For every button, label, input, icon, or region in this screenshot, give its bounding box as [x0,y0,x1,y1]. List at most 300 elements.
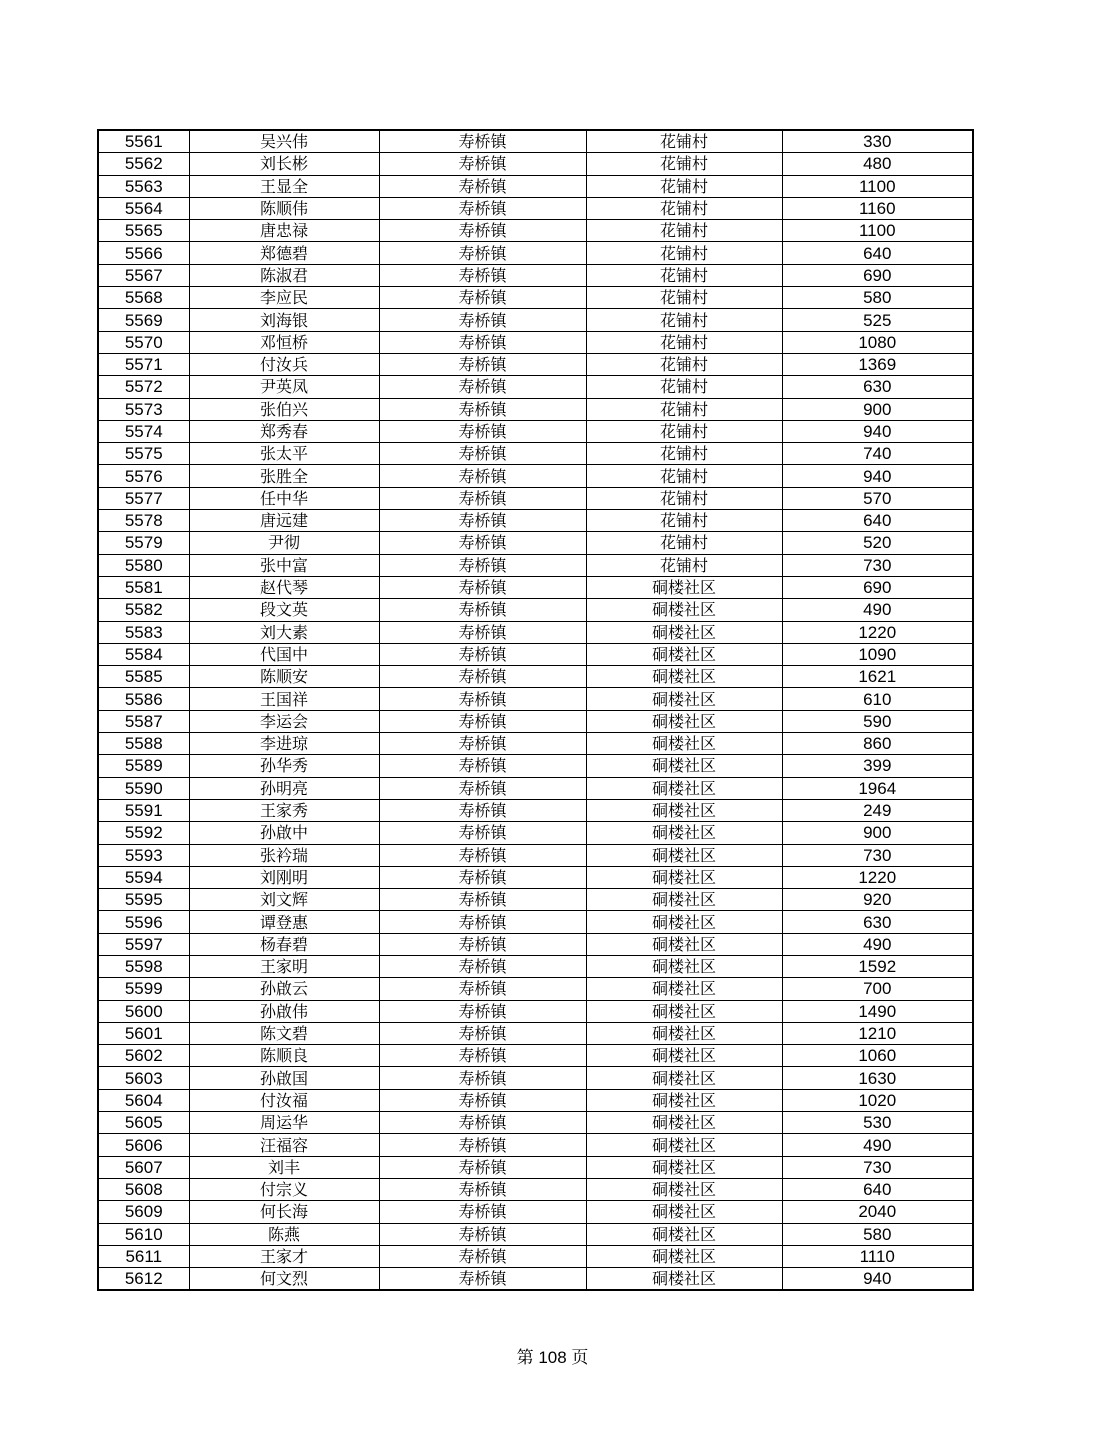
name-cell: 陈顺安 [189,666,379,688]
town-cell: 寿桥镇 [379,1022,586,1044]
town-cell: 寿桥镇 [379,866,586,888]
name-cell: 邓恒桥 [189,331,379,353]
name-cell: 孙啟国 [189,1067,379,1089]
town-cell: 寿桥镇 [379,420,586,442]
village-cell: 花铺村 [586,175,782,197]
row-number-cell: 5594 [98,866,189,888]
amount-cell: 249 [782,799,973,821]
amount-cell: 940 [782,465,973,487]
row-number-cell: 5578 [98,510,189,532]
town-cell: 寿桥镇 [379,710,586,732]
village-cell: 硐楼社区 [586,1089,782,1111]
name-cell: 陈燕 [189,1223,379,1245]
village-cell: 花铺村 [586,510,782,532]
village-cell: 硐楼社区 [586,777,782,799]
amount-cell: 590 [782,710,973,732]
amount-cell: 1160 [782,197,973,219]
town-cell: 寿桥镇 [379,554,586,576]
name-cell: 唐远建 [189,510,379,532]
village-cell: 硐楼社区 [586,889,782,911]
name-cell: 汪福容 [189,1134,379,1156]
table-row [98,844,973,866]
amount-cell: 490 [782,933,973,955]
name-cell: 陈顺伟 [189,197,379,219]
table-row [98,331,973,353]
row-number-cell: 5581 [98,576,189,598]
town-cell: 寿桥镇 [379,309,586,331]
row-number-cell: 5588 [98,733,189,755]
town-cell: 寿桥镇 [379,621,586,643]
row-number-cell: 5595 [98,889,189,911]
name-cell: 陈文碧 [189,1022,379,1044]
village-cell: 硐楼社区 [586,844,782,866]
table-row [98,130,973,153]
name-cell: 李运会 [189,710,379,732]
row-number-cell: 5611 [98,1245,189,1267]
page-label-prefix: 第 [516,1348,534,1368]
row-number-cell: 5589 [98,755,189,777]
village-cell: 花铺村 [586,220,782,242]
village-cell: 硐楼社区 [586,576,782,598]
amount-cell: 490 [782,599,973,621]
town-cell: 寿桥镇 [379,599,586,621]
amount-cell: 920 [782,889,973,911]
town-cell: 寿桥镇 [379,443,586,465]
name-cell: 刘丰 [189,1156,379,1178]
table-row [98,242,973,264]
row-number-cell: 5586 [98,688,189,710]
town-cell: 寿桥镇 [379,955,586,977]
row-number-cell: 5561 [98,130,189,153]
row-number-cell: 5585 [98,666,189,688]
name-cell: 唐忠禄 [189,220,379,242]
village-cell: 硐楼社区 [586,1178,782,1200]
row-number-cell: 5563 [98,175,189,197]
village-cell: 硐楼社区 [586,1245,782,1267]
amount-cell: 730 [782,1156,973,1178]
row-number-cell: 5566 [98,242,189,264]
table-row [98,621,973,643]
table-row [98,1245,973,1267]
amount-cell: 690 [782,576,973,598]
table-row [98,487,973,509]
name-cell: 吴兴伟 [189,130,379,153]
town-cell: 寿桥镇 [379,242,586,264]
table-row [98,733,973,755]
amount-cell: 1080 [782,331,973,353]
village-cell: 花铺村 [586,443,782,465]
town-cell: 寿桥镇 [379,1045,586,1067]
table-row [98,1134,973,1156]
table-row [98,799,973,821]
table-row [98,398,973,420]
table-row [98,1268,973,1291]
town-cell: 寿桥镇 [379,799,586,821]
table-row [98,554,973,576]
town-cell: 寿桥镇 [379,1112,586,1134]
row-number-cell: 5562 [98,153,189,175]
row-number-cell: 5576 [98,465,189,487]
name-cell: 张胜全 [189,465,379,487]
row-number-cell: 5603 [98,1067,189,1089]
name-cell: 郑秀春 [189,420,379,442]
village-cell: 硐楼社区 [586,799,782,821]
row-number-cell: 5598 [98,955,189,977]
town-cell: 寿桥镇 [379,688,586,710]
row-number-cell: 5571 [98,353,189,375]
village-cell: 硐楼社区 [586,666,782,688]
village-cell: 花铺村 [586,487,782,509]
table-row [98,688,973,710]
town-cell: 寿桥镇 [379,1178,586,1200]
amount-cell: 480 [782,153,973,175]
table-row [98,353,973,375]
town-cell: 寿桥镇 [379,755,586,777]
village-cell: 硐楼社区 [586,710,782,732]
town-cell: 寿桥镇 [379,153,586,175]
village-cell: 硐楼社区 [586,1201,782,1223]
town-cell: 寿桥镇 [379,264,586,286]
village-cell: 硐楼社区 [586,1067,782,1089]
town-cell: 寿桥镇 [379,532,586,554]
amount-cell: 1210 [782,1022,973,1044]
village-cell: 花铺村 [586,287,782,309]
name-cell: 刘刚明 [189,866,379,888]
table-row [98,933,973,955]
amount-cell: 399 [782,755,973,777]
village-cell: 花铺村 [586,153,782,175]
town-cell: 寿桥镇 [379,197,586,219]
table-row [98,287,973,309]
table-row [98,889,973,911]
table-row [98,264,973,286]
village-cell: 硐楼社区 [586,1134,782,1156]
town-cell: 寿桥镇 [379,130,586,153]
village-cell: 硐楼社区 [586,1000,782,1022]
town-cell: 寿桥镇 [379,889,586,911]
town-cell: 寿桥镇 [379,353,586,375]
name-cell: 尹英凤 [189,376,379,398]
amount-cell: 2040 [782,1201,973,1223]
village-cell: 花铺村 [586,376,782,398]
name-cell: 孙明亮 [189,777,379,799]
village-cell: 硐楼社区 [586,643,782,665]
name-cell: 谭登惠 [189,911,379,933]
amount-cell: 640 [782,242,973,264]
amount-cell: 525 [782,309,973,331]
table-row [98,1000,973,1022]
table-row [98,309,973,331]
row-number-cell: 5572 [98,376,189,398]
amount-cell: 630 [782,376,973,398]
town-cell: 寿桥镇 [379,1223,586,1245]
town-cell: 寿桥镇 [379,777,586,799]
village-cell: 硐楼社区 [586,1045,782,1067]
table-row [98,376,973,398]
name-cell: 张中富 [189,554,379,576]
table-row [98,1156,973,1178]
town-cell: 寿桥镇 [379,576,586,598]
village-cell: 硐楼社区 [586,688,782,710]
table-row [98,175,973,197]
amount-cell: 610 [782,688,973,710]
village-cell: 花铺村 [586,309,782,331]
town-cell: 寿桥镇 [379,933,586,955]
name-cell: 刘海银 [189,309,379,331]
name-cell: 周运华 [189,1112,379,1134]
table-row [98,1178,973,1200]
name-cell: 何长海 [189,1201,379,1223]
amount-cell: 1020 [782,1089,973,1111]
name-cell: 郑德碧 [189,242,379,264]
page-footer [0,1343,1105,1368]
name-cell: 李应民 [189,287,379,309]
amount-cell: 700 [782,978,973,1000]
row-number-cell: 5564 [98,197,189,219]
town-cell: 寿桥镇 [379,376,586,398]
row-number-cell: 5577 [98,487,189,509]
village-cell: 硐楼社区 [586,733,782,755]
town-cell: 寿桥镇 [379,1268,586,1291]
town-cell: 寿桥镇 [379,487,586,509]
table-row [98,1067,973,1089]
town-cell: 寿桥镇 [379,643,586,665]
page-label-suffix: 页 [571,1348,589,1368]
village-cell: 花铺村 [586,242,782,264]
town-cell: 寿桥镇 [379,844,586,866]
table-row [98,643,973,665]
amount-cell: 1490 [782,1000,973,1022]
name-cell: 张伯兴 [189,398,379,420]
row-number-cell: 5565 [98,220,189,242]
name-cell: 付汝福 [189,1089,379,1111]
amount-cell: 860 [782,733,973,755]
table-row [98,465,973,487]
name-cell: 王家才 [189,1245,379,1267]
name-cell: 刘大素 [189,621,379,643]
amount-cell: 900 [782,822,973,844]
village-cell: 硐楼社区 [586,1268,782,1291]
row-number-cell: 5591 [98,799,189,821]
amount-cell: 690 [782,264,973,286]
village-cell: 硐楼社区 [586,866,782,888]
village-cell: 硐楼社区 [586,1156,782,1178]
amount-cell: 740 [782,443,973,465]
village-cell: 硐楼社区 [586,955,782,977]
name-cell: 王家秀 [189,799,379,821]
village-cell: 花铺村 [586,197,782,219]
town-cell: 寿桥镇 [379,175,586,197]
name-cell: 李进琼 [189,733,379,755]
village-cell: 硐楼社区 [586,1022,782,1044]
town-cell: 寿桥镇 [379,733,586,755]
table-row [98,1089,973,1111]
town-cell: 寿桥镇 [379,1067,586,1089]
town-cell: 寿桥镇 [379,287,586,309]
table-row [98,955,973,977]
name-cell: 张太平 [189,443,379,465]
town-cell: 寿桥镇 [379,1245,586,1267]
amount-cell: 1100 [782,175,973,197]
row-number-cell: 5609 [98,1201,189,1223]
village-cell: 硐楼社区 [586,978,782,1000]
amount-cell: 330 [782,130,973,153]
amount-cell: 1100 [782,220,973,242]
table-row [98,1022,973,1044]
amount-cell: 580 [782,1223,973,1245]
name-cell: 孙啟云 [189,978,379,1000]
town-cell: 寿桥镇 [379,331,586,353]
table-body [98,130,973,1290]
row-number-cell: 5599 [98,978,189,1000]
amount-cell: 1592 [782,955,973,977]
row-number-cell: 5601 [98,1022,189,1044]
row-number-cell: 5592 [98,822,189,844]
name-cell: 陈淑君 [189,264,379,286]
row-number-cell: 5593 [98,844,189,866]
name-cell: 张衿瑞 [189,844,379,866]
name-cell: 孙啟伟 [189,1000,379,1022]
table-row [98,866,973,888]
row-number-cell: 5584 [98,643,189,665]
amount-cell: 900 [782,398,973,420]
row-number-cell: 5597 [98,933,189,955]
amount-cell: 1110 [782,1245,973,1267]
village-cell: 硐楼社区 [586,1223,782,1245]
village-cell: 花铺村 [586,264,782,286]
name-cell: 王家明 [189,955,379,977]
name-cell: 付汝兵 [189,353,379,375]
village-cell: 花铺村 [586,130,782,153]
name-cell: 孙啟中 [189,822,379,844]
amount-cell: 730 [782,554,973,576]
name-cell: 代国中 [189,643,379,665]
village-cell: 花铺村 [586,353,782,375]
table-row [98,220,973,242]
town-cell: 寿桥镇 [379,1089,586,1111]
row-number-cell: 5573 [98,398,189,420]
row-number-cell: 5583 [98,621,189,643]
row-number-cell: 5606 [98,1134,189,1156]
amount-cell: 1220 [782,621,973,643]
town-cell: 寿桥镇 [379,1201,586,1223]
village-cell: 硐楼社区 [586,621,782,643]
town-cell: 寿桥镇 [379,220,586,242]
table-row [98,710,973,732]
village-cell: 花铺村 [586,331,782,353]
name-cell: 王显全 [189,175,379,197]
data-table [97,129,974,1291]
village-cell: 硐楼社区 [586,933,782,955]
amount-cell: 640 [782,1178,973,1200]
amount-cell: 940 [782,1268,973,1291]
row-number-cell: 5612 [98,1268,189,1291]
name-cell: 尹彻 [189,532,379,554]
amount-cell: 570 [782,487,973,509]
amount-cell: 1060 [782,1045,973,1067]
table-row [98,197,973,219]
table-row [98,1201,973,1223]
table-row [98,599,973,621]
table-row [98,777,973,799]
table-row [98,532,973,554]
town-cell: 寿桥镇 [379,1134,586,1156]
row-number-cell: 5602 [98,1045,189,1067]
amount-cell: 940 [782,420,973,442]
table-row [98,576,973,598]
town-cell: 寿桥镇 [379,911,586,933]
name-cell: 刘长彬 [189,153,379,175]
village-cell: 硐楼社区 [586,911,782,933]
village-cell: 硐楼社区 [586,755,782,777]
town-cell: 寿桥镇 [379,1156,586,1178]
row-number-cell: 5610 [98,1223,189,1245]
row-number-cell: 5604 [98,1089,189,1111]
row-number-cell: 5582 [98,599,189,621]
name-cell: 孙华秀 [189,755,379,777]
table-row [98,510,973,532]
row-number-cell: 5600 [98,1000,189,1022]
row-number-cell: 5569 [98,309,189,331]
name-cell: 刘文辉 [189,889,379,911]
row-number-cell: 5579 [98,532,189,554]
village-cell: 硐楼社区 [586,599,782,621]
row-number-cell: 5587 [98,710,189,732]
row-number-cell: 5596 [98,911,189,933]
village-cell: 花铺村 [586,398,782,420]
row-number-cell: 5568 [98,287,189,309]
amount-cell: 1964 [782,777,973,799]
row-number-cell: 5608 [98,1178,189,1200]
village-cell: 花铺村 [586,420,782,442]
table-row [98,420,973,442]
table-row [98,443,973,465]
name-cell: 何文烈 [189,1268,379,1291]
name-cell: 王国祥 [189,688,379,710]
name-cell: 赵代琴 [189,576,379,598]
page-number: 108 [538,1348,567,1367]
town-cell: 寿桥镇 [379,465,586,487]
name-cell: 段文英 [189,599,379,621]
amount-cell: 640 [782,510,973,532]
row-number-cell: 5570 [98,331,189,353]
amount-cell: 1630 [782,1067,973,1089]
row-number-cell: 5605 [98,1112,189,1134]
name-cell: 杨春碧 [189,933,379,955]
town-cell: 寿桥镇 [379,666,586,688]
table-row [98,666,973,688]
table-row [98,1045,973,1067]
table-row [98,911,973,933]
amount-cell: 520 [782,532,973,554]
amount-cell: 490 [782,1134,973,1156]
village-cell: 花铺村 [586,465,782,487]
amount-cell: 580 [782,287,973,309]
amount-cell: 1369 [782,353,973,375]
village-cell: 花铺村 [586,532,782,554]
amount-cell: 1621 [782,666,973,688]
table-row [98,978,973,1000]
town-cell: 寿桥镇 [379,1000,586,1022]
row-number-cell: 5574 [98,420,189,442]
table-row [98,755,973,777]
row-number-cell: 5580 [98,554,189,576]
name-cell: 付宗义 [189,1178,379,1200]
town-cell: 寿桥镇 [379,978,586,1000]
row-number-cell: 5607 [98,1156,189,1178]
village-cell: 硐楼社区 [586,1112,782,1134]
amount-cell: 1220 [782,866,973,888]
